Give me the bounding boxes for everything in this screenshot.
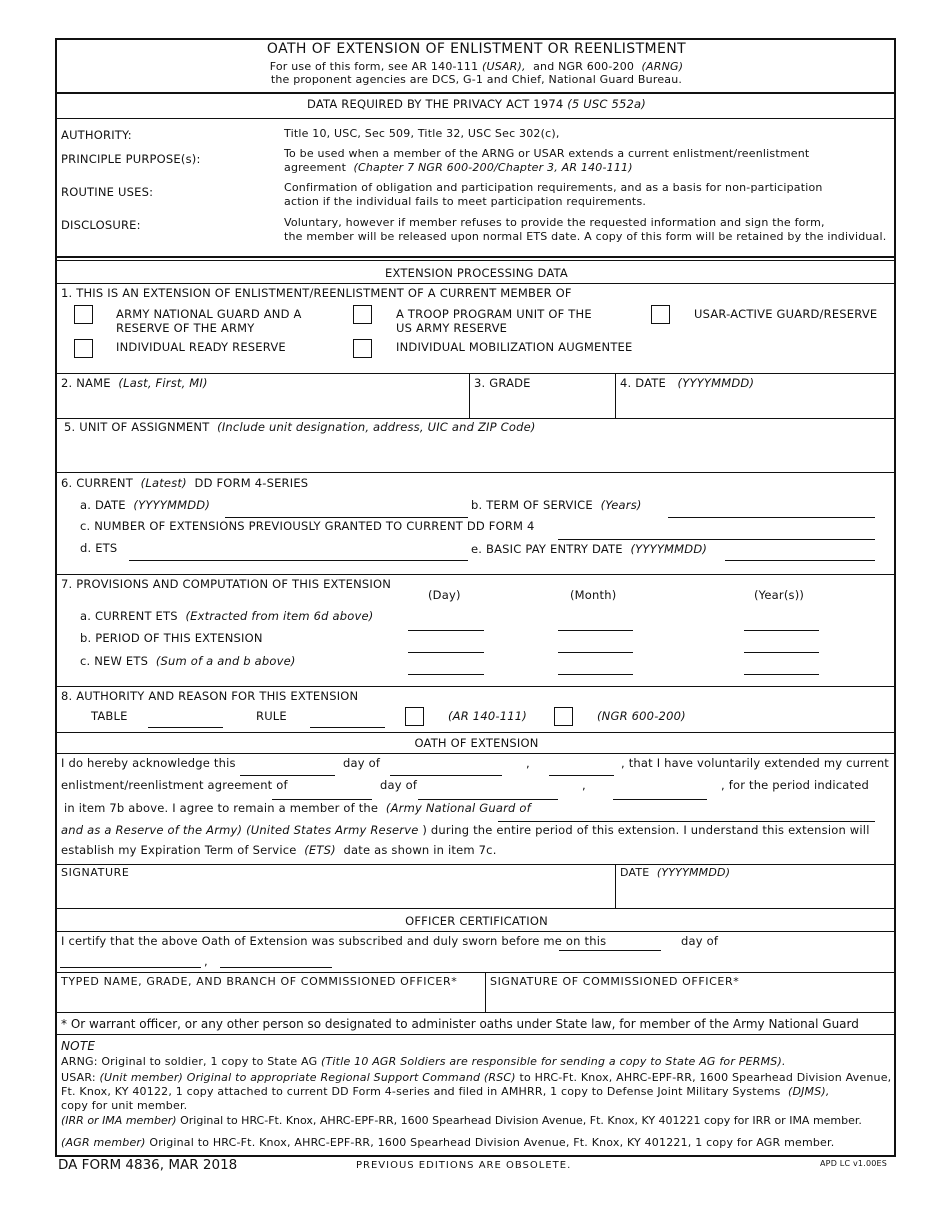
date-input[interactable] bbox=[618, 392, 893, 416]
note-usar-line2: Ft. Knox, KY 40122, 1 copy attached to current DD Form 4-series and filed in AMHRR, 1 copy to Defense Joint Military Systems (DJMS), bbox=[61, 1085, 830, 1098]
divider bbox=[55, 574, 896, 575]
item6c-label: c. NUMBER OF EXTENSIONS PREVIOUSLY GRANTED TO CURRENT DD FORM 4 bbox=[80, 519, 535, 533]
signature-field[interactable] bbox=[58, 882, 613, 906]
note-irr: (IRR or IMA member) Original to HRC-Ft. Knox, AHRC-EPF-RR, 1600 Spearhead Division Avenue, Ft. Knox, KY 401221 copy for IRR or IMA member. bbox=[61, 1114, 862, 1127]
ngr-600-200-checkbox[interactable] bbox=[554, 707, 573, 726]
divider bbox=[55, 118, 896, 119]
oath-line3-text: in item 7b above. I agree to remain a member of the (Army National Guard of bbox=[64, 801, 531, 815]
agreement-month-input[interactable] bbox=[418, 799, 558, 800]
version-label: APD LC v1.00ES bbox=[820, 1159, 888, 1168]
irr-option: INDIVIDUAL READY RESERVE bbox=[116, 340, 286, 354]
divider bbox=[55, 1012, 896, 1013]
item7b-label: b. PERIOD OF THIS EXTENSION bbox=[80, 631, 263, 645]
oath-year-input[interactable] bbox=[549, 775, 614, 776]
purpose-text-2: agreement (Chapter 7 NGR 600-200/Chapter 3, AR 140-111) bbox=[284, 161, 633, 174]
ngr-600-200-option: (NGR 600-200) bbox=[597, 709, 686, 723]
divider bbox=[55, 1034, 896, 1035]
troop-option-line2: US ARMY RESERVE bbox=[396, 321, 508, 335]
oath-day-of-text: day of bbox=[343, 756, 381, 770]
note-agr: (AGR member) Original to HRC-Ft. Knox, AHRC-EPF-RR, 1600 Spearhead Division Avenue, Ft. Knox, KY 401221, 1 copy for AGR member. bbox=[61, 1136, 835, 1149]
current-ets-year-input[interactable] bbox=[744, 630, 819, 631]
item6b-label: b. TERM OF SERVICE (Years) bbox=[471, 498, 642, 512]
arng-checkbox[interactable] bbox=[74, 305, 93, 324]
disclosure-text-2: the member will be released upon normal ETS date. A copy of this form will be retained by the individual. bbox=[284, 230, 887, 243]
divider bbox=[55, 972, 896, 973]
oath-month-input[interactable] bbox=[390, 775, 502, 776]
rule-label: RULE bbox=[256, 709, 287, 723]
troop-option-line1: A TROOP PROGRAM UNIT OF THE bbox=[396, 307, 592, 321]
unit-input[interactable] bbox=[58, 436, 893, 470]
officer-typed-name-label: TYPED NAME, GRADE, AND BRANCH OF COMMISSIONED OFFICER* bbox=[61, 975, 458, 988]
form-number: DA FORM 4836, MAR 2018 bbox=[58, 1157, 238, 1173]
date-6a-input[interactable] bbox=[225, 517, 468, 518]
divider bbox=[55, 472, 896, 473]
basic-pay-entry-date-input[interactable] bbox=[725, 560, 875, 561]
form-title: OATH OF EXTENSION OF ENLISTMENT OR REENLISTMENT bbox=[266, 41, 687, 57]
new-ets-day-input[interactable] bbox=[408, 674, 484, 675]
ets-input[interactable] bbox=[129, 560, 468, 561]
rule-input[interactable] bbox=[310, 727, 385, 728]
oath-line2-end: , for the period indicated bbox=[721, 778, 870, 792]
officer-signature-label: SIGNATURE OF COMMISSIONED OFFICER* bbox=[490, 975, 740, 988]
divider bbox=[55, 753, 896, 754]
signature-date-label: DATE (YYYYMMDD) bbox=[620, 866, 731, 879]
ima-option: INDIVIDUAL MOBILIZATION AUGMENTEE bbox=[396, 340, 633, 354]
uses-label: ROUTINE USES: bbox=[61, 185, 154, 199]
period-day-input[interactable] bbox=[408, 652, 484, 653]
divider bbox=[55, 418, 896, 419]
item6-label: 6. CURRENT (Latest) DD FORM 4-SERIES bbox=[61, 476, 309, 490]
oath-day-input[interactable] bbox=[240, 775, 335, 776]
item8-label: 8. AUTHORITY AND REASON FOR THIS EXTENSION bbox=[61, 689, 359, 703]
item1-label: 1. THIS IS AN EXTENSION OF ENLISTMENT/REENLISTMENT OF A CURRENT MEMBER OF bbox=[61, 286, 572, 300]
oath-line1-text: I do hereby acknowledge this bbox=[61, 756, 236, 770]
note-usar-line1: USAR: (Unit member) Original to appropriate Regional Support Command (RSC) to HRC-Ft. Knox, AHRC-EPF-RR, 1600 Spearhead Division Avenue, bbox=[61, 1071, 892, 1084]
divider bbox=[55, 864, 896, 865]
officer-typed-name-input[interactable] bbox=[58, 990, 483, 1010]
divider bbox=[55, 931, 896, 932]
cert-day-of-text: day of bbox=[681, 934, 719, 948]
authority-text: Title 10, USC, Sec 509, Title 32, USC Sec 302(c), bbox=[284, 127, 560, 140]
divider bbox=[615, 864, 616, 908]
divider bbox=[55, 373, 896, 374]
agr-checkbox[interactable] bbox=[651, 305, 670, 324]
agreement-year-input[interactable] bbox=[613, 799, 707, 800]
processing-heading: EXTENSION PROCESSING DATA bbox=[385, 266, 568, 280]
divider bbox=[615, 373, 616, 418]
extensions-count-input[interactable] bbox=[558, 539, 875, 540]
oath-line2-text: enlistment/reenlistment agreement of bbox=[61, 778, 288, 792]
disclosure-text-1: Voluntary, however if member refuses to provide the requested information and sign the form, bbox=[284, 216, 825, 229]
privacy-heading: DATA REQUIRED BY THE PRIVACY ACT 1974 (5 USC 552a) bbox=[307, 97, 646, 111]
component-input[interactable] bbox=[498, 821, 875, 822]
period-year-input[interactable] bbox=[744, 652, 819, 653]
divider bbox=[485, 972, 486, 1012]
divider bbox=[55, 256, 896, 258]
table-label: TABLE bbox=[91, 709, 128, 723]
cert-month-input[interactable] bbox=[60, 967, 201, 968]
oath-heading: OATH OF EXTENSION bbox=[414, 736, 539, 750]
note-usar-line3: copy for unit member. bbox=[61, 1099, 188, 1112]
new-ets-year-input[interactable] bbox=[744, 674, 819, 675]
oath-line1-end: , that I have voluntarily extended my current bbox=[621, 756, 890, 770]
oath-line5-text: establish my Expiration Term of Service (ETS) date as shown in item 7c. bbox=[61, 843, 497, 857]
table-input[interactable] bbox=[148, 727, 223, 728]
signature-date-input[interactable] bbox=[618, 882, 893, 906]
header-usage-line: For use of this form, see AR 140-111 (USAR), and NGR 600-200 (ARNG) bbox=[269, 60, 684, 73]
divider bbox=[469, 373, 470, 418]
note-title: NOTE bbox=[61, 1039, 96, 1053]
ima-checkbox[interactable] bbox=[353, 339, 372, 358]
cert-day-input[interactable] bbox=[559, 950, 661, 951]
divider bbox=[55, 686, 896, 687]
grade-input[interactable] bbox=[472, 392, 613, 416]
period-month-input[interactable] bbox=[558, 652, 633, 653]
oath-comma: , bbox=[526, 756, 530, 770]
new-ets-month-input[interactable] bbox=[558, 674, 633, 675]
arng-option-line1: ARMY NATIONAL GUARD AND A bbox=[116, 307, 302, 321]
irr-checkbox[interactable] bbox=[74, 339, 93, 358]
divider bbox=[55, 732, 896, 733]
column-day-label: (Day) bbox=[428, 588, 461, 602]
agr-option: USAR-ACTIVE GUARD/RESERVE bbox=[694, 307, 878, 321]
item7a-label: a. CURRENT ETS (Extracted from item 6d above) bbox=[80, 609, 374, 623]
officer-cert-text: I certify that the above Oath of Extension was subscribed and duly sworn before me on this bbox=[61, 934, 607, 948]
divider bbox=[55, 908, 896, 909]
cert-comma: , bbox=[204, 954, 208, 968]
item7c-label: c. NEW ETS (Sum of a and b above) bbox=[80, 654, 296, 668]
divider bbox=[55, 283, 896, 284]
column-years-label: (Year(s)) bbox=[754, 588, 805, 602]
officer-footnote: * Or warrant officer, or any other person so designated to administer oaths under State law, for member of the Army National Guard bbox=[61, 1017, 859, 1031]
uses-text-2: action if the individual fails to meet participation requirements. bbox=[284, 195, 647, 208]
disclosure-label: DISCLOSURE: bbox=[61, 218, 141, 232]
column-month-label: (Month) bbox=[570, 588, 617, 602]
oath-line4-text: and as a Reserve of the Army) (United States Army Reserve ) during the entire period of this extension. I understand this extension will bbox=[61, 823, 870, 837]
signature-label: SIGNATURE bbox=[61, 866, 130, 879]
name-input[interactable] bbox=[58, 392, 468, 416]
unit-field-label: 5. UNIT OF ASSIGNMENT (Include unit designation, address, UIC and ZIP Code) bbox=[64, 420, 536, 434]
divider bbox=[55, 92, 896, 94]
note-arng: ARNG: Original to soldier, 1 copy to State AG (Title 10 AGR Soldiers are responsible for sending a copy to State AG for PERMS). bbox=[61, 1055, 786, 1068]
grade-field-label: 3. GRADE bbox=[474, 376, 531, 390]
cert-year-input[interactable] bbox=[220, 967, 332, 968]
purpose-label: PRINCIPLE PURPOSE(s): bbox=[61, 152, 201, 166]
date-field-label: 4. DATE (YYYYMMDD) bbox=[620, 376, 755, 390]
agreement-day-of-text: day of bbox=[380, 778, 418, 792]
arng-option-line2: RESERVE OF THE ARMY bbox=[116, 321, 255, 335]
item6d-label: d. ETS bbox=[80, 541, 118, 555]
agreement-day-input[interactable] bbox=[272, 799, 372, 800]
header-proponent-line: the proponent agencies are DCS, G-1 and Chief, National Guard Bureau. bbox=[270, 73, 683, 86]
purpose-text-1: To be used when a member of the ARNG or USAR extends a current enlistment/reenlistment bbox=[284, 147, 810, 160]
previous-editions-notice: PREVIOUS EDITIONS ARE OBSOLETE. bbox=[356, 1160, 572, 1171]
agreement-comma: , bbox=[582, 778, 586, 792]
current-ets-month-input[interactable] bbox=[558, 630, 633, 631]
uses-text-1: Confirmation of obligation and participation requirements, and as a basis for non-participation bbox=[284, 181, 823, 194]
authority-label: AUTHORITY: bbox=[61, 128, 132, 142]
officer-heading: OFFICER CERTIFICATION bbox=[405, 914, 548, 928]
item7-label: 7. PROVISIONS AND COMPUTATION OF THIS EXTENSION bbox=[61, 577, 392, 591]
ar-140-111-option: (AR 140-111) bbox=[448, 709, 527, 723]
divider bbox=[55, 260, 896, 261]
current-ets-day-input[interactable] bbox=[408, 630, 484, 631]
item6a-label: a. DATE (YYYYMMDD) bbox=[80, 498, 211, 512]
item6e-label: e. BASIC PAY ENTRY DATE (YYYYMMDD) bbox=[471, 542, 708, 556]
officer-signature-field[interactable] bbox=[488, 990, 893, 1010]
troop-program-checkbox[interactable] bbox=[353, 305, 372, 324]
name-field-label: 2. NAME (Last, First, MI) bbox=[61, 376, 208, 390]
ar-140-111-checkbox[interactable] bbox=[405, 707, 424, 726]
term-of-service-input[interactable] bbox=[668, 517, 875, 518]
